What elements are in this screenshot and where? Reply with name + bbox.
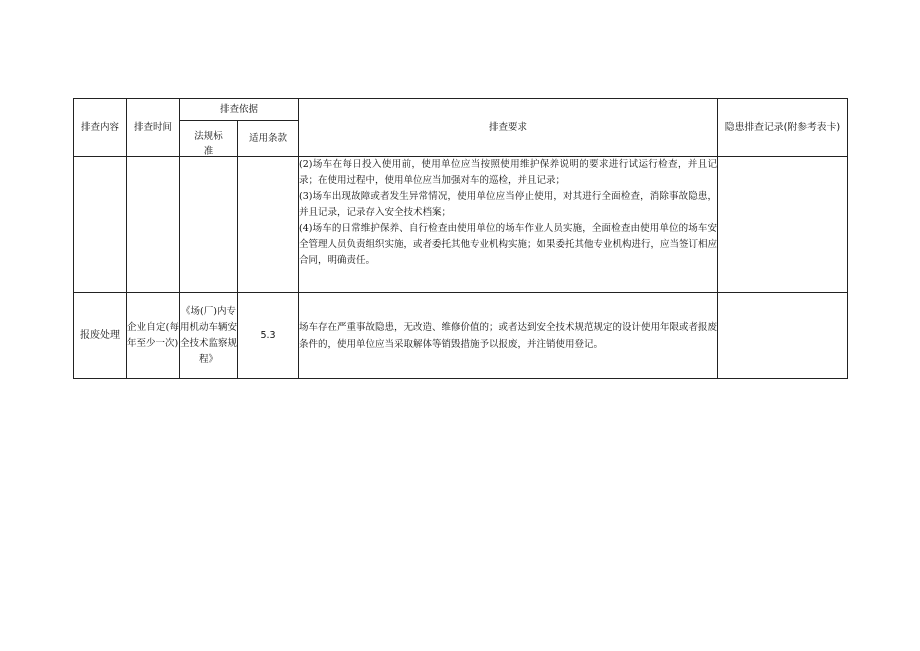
scrap-basis-clause-cell: 5.3 [238,293,299,379]
cont-record-cell [718,157,848,293]
header-basis: 排查依据 [180,99,299,121]
header-record: 隐患排查记录(附参考表卡) [718,99,848,157]
header-basis-clause: 适用条款 [238,121,299,157]
hazard-inspection-table [73,98,848,379]
scrap-requirement-cell: 场车存在严重事故隐患，无改造、维修价值的；或者达到安全技术规范规定的设计使用年限或者报废条件的，使用单位应当采取解体等销毁措施予以报废，并注销使用登记。 [299,293,718,379]
requirement-item-3: (3)场车出现故障或者发生异常情况，使用单位应当停止使用，对其进行全面检查，消除事故隐患，并且记录，记录存入安全技术档案； [299,191,718,218]
cont-content-cell [74,157,127,293]
scrap-row [74,293,848,379]
continuation-row [74,157,848,293]
cont-basis-clause-cell [238,157,299,293]
scrap-record-cell [718,293,848,379]
requirement-item-2: (2)场车在每日投入使用前，使用单位应当按照使用维护保养说明的要求进行试运行检查，并且记录；在使用过程中，使用单位应当加强对车的巡检，并且记录； [299,159,718,186]
scrap-basis-reg-cell: 《场(厂)内专用机动车辆安全技术监察规程》 [180,293,238,379]
header-content: 排查内容 [74,99,127,157]
requirement-item-4: (4)场车的日常维护保养、自行检查由使用单位的场车作业人员实施，全面检查由使用单位的场车安全管理人员负责组织实施，或者委托其他专业机构实施；如果委托其他专业机构进行，应当签订相应合同，明确责任。 [299,223,718,266]
cont-requirement-cell [299,157,718,293]
cont-time-cell [127,157,180,293]
header-row-1 [74,99,848,121]
header-basis-regulation-text: 法规标准 [194,131,223,157]
cont-basis-reg-cell [180,157,238,293]
header-requirement: 排查要求 [299,99,718,157]
scrap-time-cell: 企业自定(每年至少一次) [127,293,180,379]
header-time: 排查时间 [127,99,180,157]
scrap-content-cell: 报废处理 [74,293,127,379]
header-basis-regulation [180,121,238,157]
